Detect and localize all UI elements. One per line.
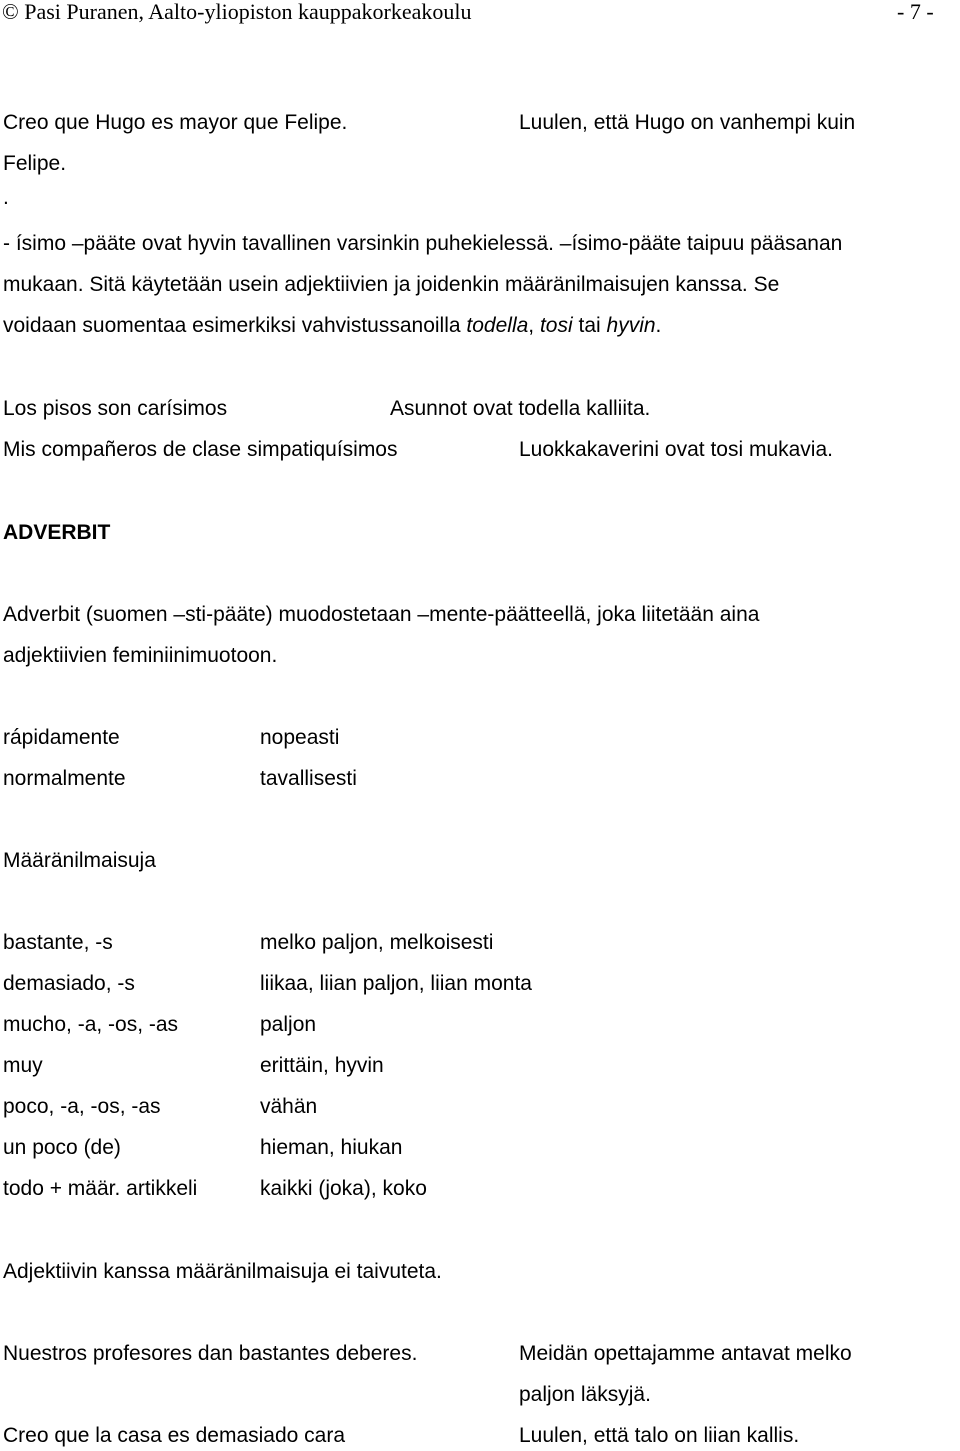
document-header: © Pasi Puranen, Aalto-yliopiston kauppakorkeakoulu <box>2 0 472 24</box>
paragraph-text: voidaan suomentaa esimerkiksi vahvistussanoilla <box>3 314 467 337</box>
quantifier-spanish: poco, -a, -os, -as <box>3 1095 161 1118</box>
paragraph-line: - ísimo –pääte ovat hyvin tavallinen varsinkin puhekielessä. –ísimo-pääte taipuu pääsanan <box>3 232 843 255</box>
paragraph-line: adjektiivien feminiinimuotoon. <box>3 644 278 667</box>
paragraph-text: , <box>528 314 540 337</box>
example-spanish: Los pisos son carísimos <box>3 397 228 420</box>
section-heading-maaranilmaisuja: Määränilmaisuja <box>3 849 156 872</box>
quantifier-spanish: todo + määr. artikkeli <box>3 1177 198 1200</box>
example-finnish-continued: paljon läksyjä. <box>519 1383 651 1406</box>
quantifier-finnish: melko paljon, melkoisesti <box>260 931 494 954</box>
quantifier-finnish: vähän <box>260 1095 318 1118</box>
example-finnish-continued: Felipe. <box>3 152 67 175</box>
example-finnish: Meidän opettajamme antavat melko <box>519 1342 852 1365</box>
paragraph-line: mukaan. Sitä käytetään usein adjektiivien ja joidenkin määränilmaisujen kanssa. Se <box>3 273 780 296</box>
italic-word: tosi <box>539 314 573 337</box>
paragraph-line: Adverbit (suomen –sti-pääte) muodostetaan –mente-päätteellä, joka liitetään aina <box>3 603 760 626</box>
example-spanish: Creo que la casa es demasiado cara <box>3 1424 346 1447</box>
stray-dot: . <box>3 186 9 209</box>
example-spanish: Creo que Hugo es mayor que Felipe. <box>3 111 348 134</box>
quantifier-finnish: hieman, hiukan <box>260 1136 403 1159</box>
example-finnish: Luokkakaverini ovat tosi mukavia. <box>519 438 833 461</box>
quantifier-finnish: liikaa, liian paljon, liian monta <box>260 972 532 995</box>
paragraph-line <box>3 314 661 338</box>
adverb-spanish: normalmente <box>3 767 126 790</box>
quantifier-finnish: kaikki (joka), koko <box>260 1177 427 1200</box>
quantifier-spanish: mucho, -a, -os, -as <box>3 1013 179 1036</box>
adverb-finnish: tavallisesti <box>260 767 357 790</box>
quantifier-finnish: erittäin, hyvin <box>260 1054 384 1077</box>
example-finnish: Luulen, että Hugo on vanhempi kuin <box>519 111 856 134</box>
quantifier-finnish: paljon <box>260 1013 317 1036</box>
example-finnish: Asunnot ovat todella kalliita. <box>390 397 651 420</box>
italic-word: hyvin <box>606 314 656 337</box>
quantifier-spanish: bastante, -s <box>3 931 113 954</box>
paragraph-text: tai <box>572 314 607 337</box>
example-spanish: Nuestros profesores dan bastantes deberes. <box>3 1342 418 1365</box>
example-finnish: Luulen, että talo on liian kallis. <box>519 1424 800 1447</box>
example-spanish: Mis compañeros de clase simpatiquísimos <box>3 438 398 461</box>
quantifier-spanish: muy <box>3 1054 43 1077</box>
page-number: - 7 - <box>897 0 934 24</box>
quantifier-spanish: demasiado, -s <box>3 972 135 995</box>
quantifier-spanish: un poco (de) <box>3 1136 121 1159</box>
paragraph-text: . <box>655 314 662 337</box>
adverb-finnish: nopeasti <box>260 726 340 749</box>
italic-word: todella <box>466 314 529 337</box>
adverb-spanish: rápidamente <box>3 726 120 749</box>
section-heading-adverbit: ADVERBIT <box>3 521 111 544</box>
grammar-note: Adjektiivin kanssa määränilmaisuja ei taivuteta. <box>3 1260 442 1283</box>
